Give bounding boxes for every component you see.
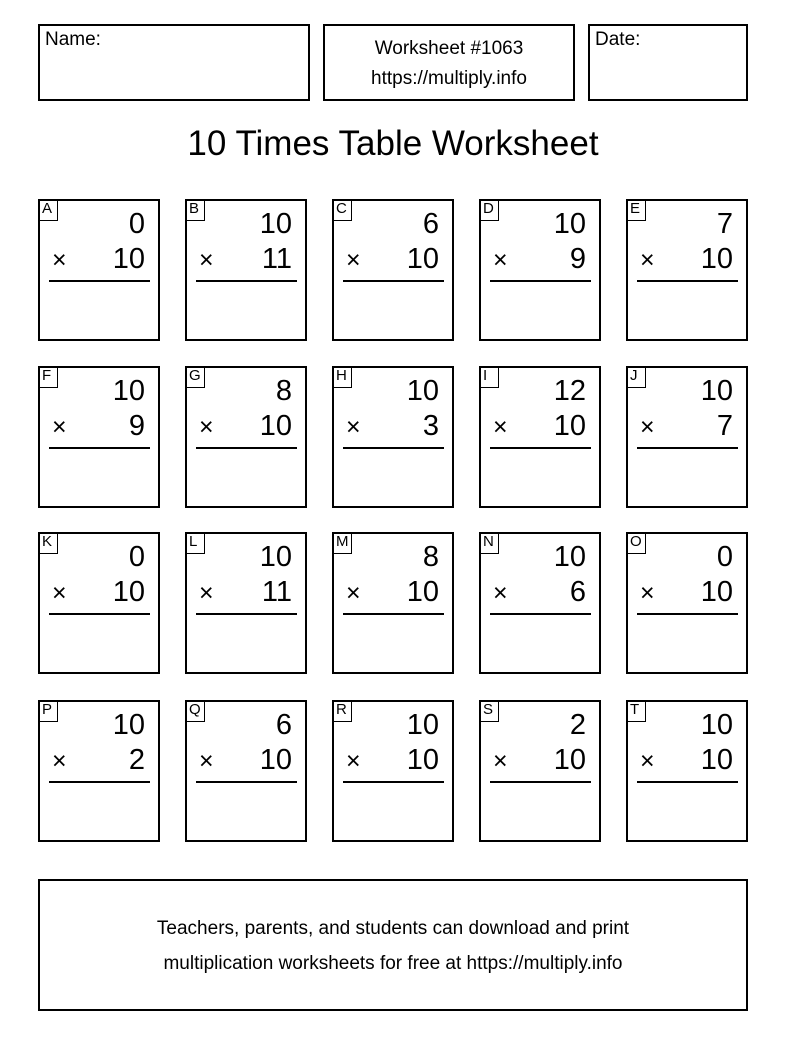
multiplicand: 10 (700, 375, 733, 407)
problem-card[interactable] (38, 199, 160, 341)
answer-line (490, 447, 591, 449)
name-label: Name: (45, 29, 101, 50)
multiplier: 10 (553, 410, 586, 442)
multiplicand: 10 (553, 541, 586, 573)
problem-card[interactable] (38, 366, 160, 508)
problem-card[interactable] (38, 700, 160, 842)
problem-letter: I (479, 366, 499, 388)
multiplicand: 10 (112, 375, 145, 407)
multiplier: 10 (406, 744, 439, 776)
problem-letter: G (185, 366, 205, 388)
problem-card[interactable] (185, 366, 307, 508)
answer-line (196, 280, 297, 282)
problem-letter: H (332, 366, 352, 388)
problem-letter: E (626, 199, 646, 221)
page-title: 10 Times Table Worksheet (187, 124, 599, 163)
multiplicand: 8 (422, 541, 439, 573)
problem-letter: D (479, 199, 499, 221)
multiplicand: 10 (259, 208, 292, 240)
problem-letter: P (38, 700, 58, 722)
multiplier: 6 (569, 576, 586, 608)
problem-card[interactable] (332, 532, 454, 674)
problem-letter: L (185, 532, 205, 554)
multiplicand: 10 (406, 375, 439, 407)
answer-line (196, 447, 297, 449)
answer-line (490, 781, 591, 783)
times-sign: × (640, 413, 655, 441)
answer-line (343, 613, 444, 615)
problem-letter: K (38, 532, 58, 554)
times-sign: × (52, 747, 67, 775)
times-sign: × (640, 747, 655, 775)
problem-card[interactable] (626, 366, 748, 508)
problem-letter: Q (185, 700, 205, 722)
times-sign: × (52, 413, 67, 441)
multiplicand: 10 (259, 541, 292, 573)
times-sign: × (640, 246, 655, 274)
problem-letter: O (626, 532, 646, 554)
problem-letter: N (479, 532, 499, 554)
answer-line (49, 280, 150, 282)
answer-line (637, 781, 738, 783)
problem-card[interactable] (332, 700, 454, 842)
times-sign: × (346, 413, 361, 441)
problem-card[interactable] (479, 700, 601, 842)
problem-card[interactable] (626, 199, 748, 341)
answer-line (637, 613, 738, 615)
times-sign: × (346, 246, 361, 274)
multiplier: 10 (700, 576, 733, 608)
multiplier: 10 (700, 243, 733, 275)
multiplicand: 10 (553, 208, 586, 240)
multiplier: 11 (261, 243, 292, 275)
multiplier: 10 (112, 243, 145, 275)
problem-letter: C (332, 199, 352, 221)
problem-letter: B (185, 199, 205, 221)
problem-letter: M (332, 532, 352, 554)
multiplier: 9 (128, 410, 145, 442)
times-sign: × (199, 579, 214, 607)
multiplier: 10 (406, 243, 439, 275)
answer-line (49, 613, 150, 615)
multiplier: 10 (700, 744, 733, 776)
multiplicand: 12 (553, 375, 586, 407)
multiplier: 10 (259, 744, 292, 776)
footer-line-2: multiplication worksheets for free at https://multiply.info (163, 953, 623, 974)
problem-card[interactable] (479, 199, 601, 341)
multiplicand: 10 (700, 709, 733, 741)
answer-line (343, 447, 444, 449)
problem-card[interactable] (626, 532, 748, 674)
worksheet-info-box (323, 24, 575, 101)
multiplier: 11 (261, 576, 292, 608)
problem-letter: T (626, 700, 646, 722)
problem-card[interactable] (332, 366, 454, 508)
multiplicand: 6 (275, 709, 292, 741)
answer-line (49, 447, 150, 449)
times-sign: × (346, 747, 361, 775)
date-label: Date: (595, 29, 641, 50)
times-sign: × (493, 246, 508, 274)
answer-line (490, 613, 591, 615)
times-sign: × (52, 579, 67, 607)
answer-line (196, 613, 297, 615)
problem-card[interactable] (479, 532, 601, 674)
times-sign: × (493, 747, 508, 775)
worksheet-url: https://multiply.info (371, 68, 527, 89)
multiplicand: 10 (112, 709, 145, 741)
times-sign: × (493, 413, 508, 441)
problem-letter: S (479, 700, 499, 722)
answer-line (343, 280, 444, 282)
times-sign: × (493, 579, 508, 607)
answer-line (637, 447, 738, 449)
multiplicand: 6 (422, 208, 439, 240)
multiplicand: 0 (716, 541, 733, 573)
times-sign: × (199, 246, 214, 274)
problem-card[interactable] (185, 700, 307, 842)
answer-line (196, 781, 297, 783)
problem-card[interactable] (185, 199, 307, 341)
multiplier: 7 (716, 410, 733, 442)
problem-card[interactable] (332, 199, 454, 341)
problem-letter: R (332, 700, 352, 722)
worksheet-number: Worksheet #1063 (374, 38, 524, 59)
multiplier: 10 (553, 744, 586, 776)
times-sign: × (199, 413, 214, 441)
problem-card[interactable] (626, 700, 748, 842)
answer-line (49, 781, 150, 783)
problem-card[interactable] (479, 366, 601, 508)
problem-card[interactable] (38, 532, 160, 674)
times-sign: × (52, 246, 67, 274)
multiplier: 9 (569, 243, 586, 275)
times-sign: × (346, 579, 361, 607)
problem-letter: J (626, 366, 646, 388)
multiplicand: 10 (406, 709, 439, 741)
answer-line (637, 280, 738, 282)
footer-line-1: Teachers, parents, and students can download and print (156, 918, 630, 939)
problem-letter: A (38, 199, 58, 221)
multiplier: 10 (112, 576, 145, 608)
answer-line (343, 781, 444, 783)
multiplicand: 7 (716, 208, 733, 240)
multiplicand: 8 (275, 375, 292, 407)
times-sign: × (199, 747, 214, 775)
multiplier: 2 (128, 744, 145, 776)
problem-card[interactable] (185, 532, 307, 674)
name-field-box[interactable] (38, 24, 310, 101)
answer-line (490, 280, 591, 282)
multiplier: 3 (422, 410, 439, 442)
footer-box (38, 879, 748, 1011)
date-field-box[interactable] (588, 24, 748, 101)
multiplicand: 0 (128, 208, 145, 240)
multiplier: 10 (406, 576, 439, 608)
multiplicand: 0 (128, 541, 145, 573)
problem-letter: F (38, 366, 58, 388)
multiplicand: 2 (569, 709, 586, 741)
times-sign: × (640, 579, 655, 607)
multiplier: 10 (259, 410, 292, 442)
